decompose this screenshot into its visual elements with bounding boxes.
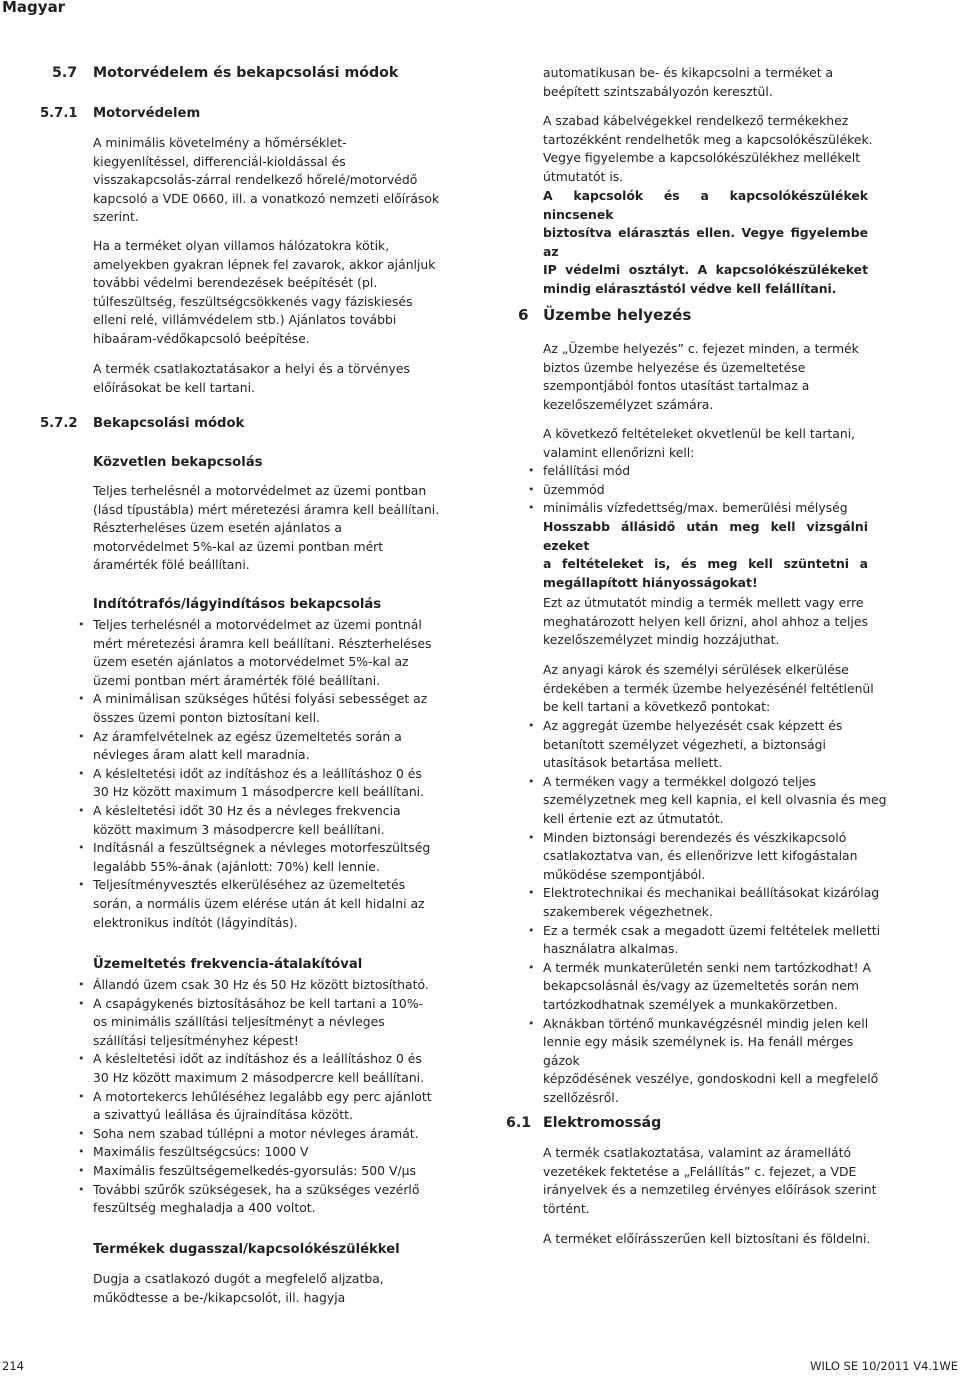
text-line: vezetékek fektetése a „Felállítás” c. fejezet, a VDE [543,1163,857,1179]
text-line: szempontjából fontos utasítást tartalmaz a [543,378,810,394]
text-line: előírásokat be kell tartani. [93,379,255,395]
language-label: Magyar [2,0,66,16]
list-item: • Teljesítményvesztés elkerüléséhez az üzemeltetés során, a normális üzem elérése után át kell hidalni az elektronikus indítót (lágyindítás). [93,876,473,932]
list-item: • A minimálisan szükséges hűtési folyási sebességet az összes üzemi ponton biztosítani kell. [93,690,473,727]
list-item: • A termék munkaterületén senki nem tartózkodhat! A bekapcsolásnál és/vagy az üzemeltetés során nem tartózkodhatnak személyek a munkakörzetben. [543,959,893,1015]
text-line: A minimális követelmény a hőmérséklet- [93,135,347,150]
motor-protection-paragraph [93,134,473,227]
list-item: • A csapágykenés biztosításához be kell tartani a 10%- os minimális szállítási teljesítményt a névleges szállítási teljesítményhez képest! [93,995,473,1051]
safety-list [543,717,893,1107]
text-line: kezelőszemélyzet mindig hozzájuthat. [543,632,780,648]
text-line: irányelvek és a nemzetileg érvényes előírások szerint [543,1182,877,1198]
list-item: • Maximális feszültségemelkedés-gyorsulás: 500 V/μs [93,1162,473,1181]
list-item: • Minden biztonsági berendezés és vészkikapcsoló csatlakoztatva van, és ellenőrizve lett kifogástalan működése szempontjából. [543,829,893,885]
text-line: Teljes terhelésnél a motorvédelmet az üzemi pontban [93,483,427,498]
subsection-title: Motorvédelem [93,106,201,121]
text-line: IP védelmi osztályt. A kapcsolókészülékeket [543,262,868,278]
text-line: Vegye figyelembe a kapcsolókészülékhez mellékelt [543,150,861,166]
text-line: kezelőszemélyzet számára. [543,396,714,412]
text-line: Hosszabb állásidő után meg kell vizsgálni ezeket [543,519,868,553]
cable-paragraph [543,112,893,186]
list-item: • Ez a termék csak a megadott üzemi feltételek melletti használatra alkalmas. [543,922,893,959]
text-line: biztos üzembe helyezése és üzemeltetése [543,359,806,375]
text-line: tartozékként rendelhetők meg a kapcsolókészülékek. [543,131,873,147]
text-line: kiegyenlítéssel, differenciál-kioldással és [93,153,346,169]
text-line: hibaáram-védőkapcsoló beépítése. [93,330,310,346]
conditions-list [543,462,893,518]
conditions-paragraph [543,425,893,462]
section-title: Elektromosság [543,1115,662,1131]
chapter-title: Üzembe helyezés [543,306,692,324]
list-item: • Állandó üzem csak 30 Hz és 50 Hz között biztosítható. [93,976,473,995]
list-item: • üzemmód [543,481,893,500]
text-line: A következő feltételeket okvetlenül be kell tartani, [543,426,856,441]
text-line: A kapcsolók és a kapcsolókészülékek nincsenek [543,188,868,222]
list-item: • felállítási mód [543,462,893,481]
text-line: működtesse a be-/kikapcsolót, ill. hagyja [93,1289,346,1305]
text-line: útmutatót is. [543,168,624,184]
list-item: • minimális vízfedettség/max. bemerülési mélység [543,499,893,518]
page-number: 214 [2,1359,24,1373]
frequency-converter-heading: Üzemeltetés frekvencia-átalakítóval [93,957,363,972]
text-line: Dugja a csatlakozó dugót a megfelelő aljzatba, [93,1271,384,1286]
list-item: • Maximális feszültségcsúcs: 1000 V [93,1143,473,1162]
damage-prevention-paragraph [543,661,893,717]
text-line: megállapított hiányosságokat! [543,574,758,590]
text-line: mindig elárasztástól védve kell felállítani. [543,280,837,296]
list-item: • A motortekercs lehűléséhez legalább egy perc ajánlott a szivattyú leállása és újraindítása között. [93,1088,473,1125]
text-line: elleni relé, villámvédelem stb.) Ajánlatos további [93,312,397,328]
list-item: • A késleltetési időt az indításhoz és a leállításhoz 0 és 30 Hz között maximum 2 másodpercre kell beállítani. [93,1050,473,1087]
text-line: be kell tartani a következő pontokat: [543,699,771,715]
soft-start-heading: Indítótrafós/lágyindításos bekapcsolás [93,597,382,612]
text-line: történt. [543,1200,590,1216]
frequency-converter-list [93,976,473,1218]
list-item: • Az áramfelvételnek az egész üzemeltetés során a névleges áram alatt kell maradnia. [93,728,473,765]
text-line: motorvédelmet 5%-kal az üzemi pontban mért [93,538,384,554]
text-line: kapcsoló a VDE 0660, ill. a vonatkozó nemzeti előírások [93,190,440,206]
section-title: Motorvédelem és bekapcsolási módok [93,65,399,81]
chapter-number: 6 [518,306,529,324]
list-item: • Aknákban történő munkavégzésnél mindig jelen kell lennie egy másik személynek is. Ha fenáll mérges gázok képződésének veszélye, gondoskodni kell a megfelelő szellőzésről. [543,1015,893,1108]
list-item: • A késleltetési időt 30 Hz és a névleges frekvencia között maximum 3 másodpercre kell beállítani. [93,802,473,839]
plug-paragraph [93,1270,473,1307]
soft-start-list [93,616,473,932]
text-line: A szabad kábelvégekkel rendelkező termékekhez [543,113,849,128]
text-line: A termék csatlakoztatásakor a helyi és a törvényes [93,361,410,376]
list-item: • A terméken vagy a termékkel dolgozó teljes személyzetnek meg kell kapnia, el kell olvasnia és meg kell értenie ezt az útmutatót. [543,773,893,829]
electrical-paragraph [543,1144,893,1218]
list-item: • A késleltetési időt az indításhoz és a leállításhoz 0 és 30 Hz között maximum 1 másodpercre kell beállítani. [93,765,473,802]
list-item: • Elektrotechnikai és mechanikai beállításokat kizárólag szakemberek végezhetnek. [543,884,893,921]
text-line: visszakapcsolás-zárral rendelkező hőrelé/motorvédő [93,172,418,188]
text-line: (lásd típustábla) mért méretezési áramra kell beállítani. [93,501,440,517]
text-line: érdekében a termék üzembe helyezésénél feltétlenül [543,680,874,696]
commissioning-intro [543,340,893,414]
direct-start-paragraph [93,482,473,575]
list-item: • Az aggregát üzembe helyezését csak képzett és betanított személyzet végezheti, a biztonsági utasítások betartása mellett. [543,717,893,773]
text-line: Részterheléses üzem esetén ajánlatos a [93,520,342,536]
grounding-paragraph [543,1230,893,1249]
text-line: beépített szintszabályozón keresztül. [543,83,773,99]
document-id: WILO SE 10/2011 V4.1WE [810,1359,958,1373]
downtime-warning [543,518,868,592]
subsection-title: Bekapcsolási módok [93,416,245,431]
section-number: 6.1 [506,1115,532,1131]
text-line: A terméket előírásszerűen kell biztosítani és földelni. [543,1231,871,1246]
plug-heading: Termékek dugasszal/kapcsolókészülékkel [93,1242,400,1257]
list-item: • Indításnál a feszültségnek a névleges motorfeszültség legalább 55%-ának (ajánlott: 70%) kell lennie. [93,839,473,876]
text-line: meghatározott helyen kell őrizni, ahol ahhoz a teljes [543,613,868,629]
list-item: • Teljes terhelésnél a motorvédelmet az üzemi pontnál mért méretezési áramra kell beállítani. Részterheléses üzem esetén ajánlatos a motorvédelmet 5%-kal az üzemi pontban mért áramérték fölé beállítani. [93,616,473,690]
list-item: • Soha nem szabad túllépni a motor névleges áramát. [93,1125,473,1144]
section-number: 5.7 [52,65,78,81]
text-line: amelyekben gyakran lépnek fel zavarok, akkor ajánljuk [93,256,436,272]
subsection-number: 5.7.1 [40,106,78,121]
subsection-number: 5.7.2 [40,416,78,431]
text-line: Az „Üzembe helyezés” c. fejezet minden, a termék [543,341,859,356]
regulations-paragraph [93,360,473,397]
text-line: Ezt az útmutatót mindig a termék mellett vagy erre [543,595,864,610]
text-line: áramérték fölé beállítani. [93,557,250,573]
text-line: további védelmi berendezések beépítését (pl. [93,275,378,291]
text-line: Az anyagi károk és személyi sérülések elkerülése [543,662,849,677]
list-item: • További szűrők szükségesek, ha a szükséges vezérlő feszültség meghaladja a 400 voltot. [93,1181,473,1218]
text-line: a feltételeket is, és meg kell szüntetni a [543,556,868,572]
text-line: biztosítva elárasztás ellen. Vegye figyelembe az [543,225,868,259]
text-line: valamint ellenőrizni kell: [543,444,695,460]
direct-start-heading: Közvetlen bekapcsolás [93,455,263,470]
network-protection-paragraph [93,237,473,349]
flood-warning [543,187,868,299]
manual-storage-paragraph [543,594,893,650]
text-line: szerint. [93,209,139,225]
text-line: túlfeszültség, feszültségcsökkenés vagy fáziskiesés [93,293,413,309]
text-line: A termék csatlakoztatása, valamint az áramellátó [543,1145,852,1160]
continuation-paragraph [543,64,893,101]
text-line: automatikusan be- és kikapcsolni a terméket a [543,65,834,80]
text-line: Ha a terméket olyan villamos hálózatokra kötik, [93,238,390,253]
